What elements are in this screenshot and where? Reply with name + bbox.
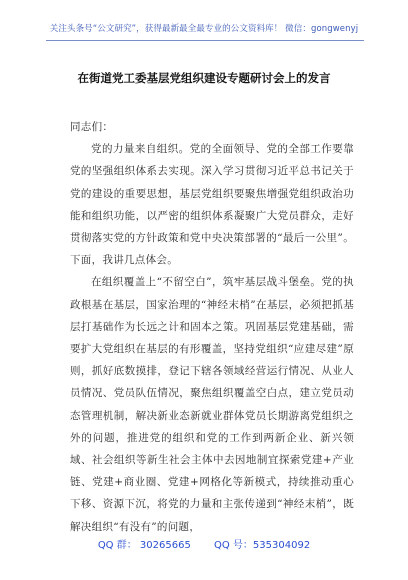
paragraph: 党的力量来自组织。党的全面领导、党的全部工作要靠党的坚强组织体系去实现。深入学习贯彻习近平总书记关于党的建设的重要思想，基层党组织要聚焦增强党组织政治功能和组织功能，以严密的组织体系凝聚广大党员群众，走好贯彻落实党的方针政策和党中央决策部署的“最后一公里”。下面，我讲几点体会。: [70, 143, 354, 267]
salutation: 同志们：: [70, 121, 114, 133]
document-body: [70, 116, 354, 538]
paragraph: 在组织覆盖上“不留空白”，筑牢基层战斗堡垒。党的执政根基在基层，国家治理的“神经末梢”在基层，必须把抓基层打基础作为长远之计和固本之策。巩固基层党建基础，需要扩大党组织在基层的有形覆盖，坚持党组织“应建尽建”原则，抓好底数摸排，登记下辖各领域经营运行情况、从业人员情况、党员队伍情况，聚焦组织覆盖空白点，建立党员动态管理机制，解决新业态新就业群体党员长期游离党组织之外的问题，推进党的组织和党的工作到两新企业、新兴领域、社会组织等新生社会主体中去因地制宜探索党建+产业链、党建+商业圈、党建+网格化等新模式，持续推动重心下移、资源下沉，将党的力量和主张传递到“神经末梢”，既解决组织“有没有”的问题，: [70, 276, 354, 533]
qq-number: QQ 号：535304092: [214, 540, 311, 551]
promo-header: 关注头条号“公文研究”，获得最新最全最专业的公文资料库！ 微信：gongwenyj: [49, 24, 359, 34]
qq-group: QQ 群： 30265665: [97, 540, 191, 551]
header-divider: [46, 40, 364, 41]
contact-footer: [0, 536, 408, 551]
document-title: 在街道党工委基层党组织建设专题研讨会上的发言: [77, 71, 331, 85]
